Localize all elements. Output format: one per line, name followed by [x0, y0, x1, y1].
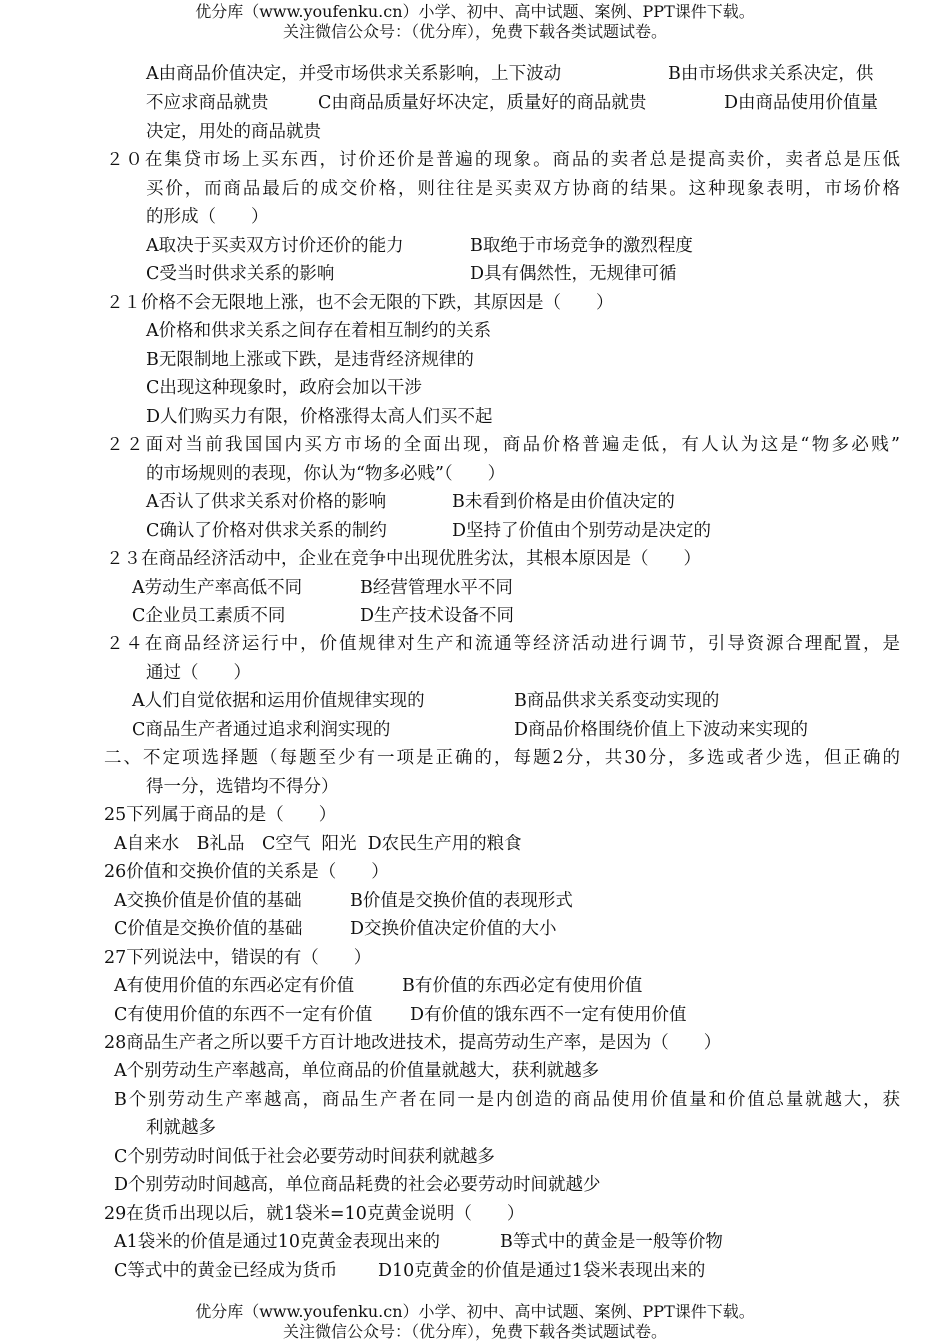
q20-stem-line-2: 买价，而商品最后的成交价格，则往往是买卖双方协商的结果。这种现象表明，市场价格: [146, 179, 900, 199]
q23-stem: ２３在商品经济活动中，企业在竞争中出现优胜劣汰，其根本原因是（ ）: [106, 549, 701, 569]
header-line-2: 关注微信公众号：（优分库），免费下载各类试题试卷。: [282, 22, 667, 41]
q27-option-b: B有价值的东西必定有使用价值: [402, 976, 643, 996]
q26-option-c: C价值是交换价值的基础: [114, 919, 303, 939]
q22-option-a: A否认了供求关系对价格的影响: [146, 492, 387, 512]
q22-stem-line-1: ２２面对当前我国国内买方市场的全面出现，商品价格普遍走低，有人认为这是“物多必贱”: [106, 435, 900, 455]
q28-option-c: C个别劳动时间低于社会必要劳动时间获利就越多: [114, 1147, 495, 1167]
q26-option-a: A交换价值是价值的基础: [114, 891, 302, 911]
q19-option-c: C由商品质量好坏决定，质量好的商品就贵: [318, 93, 647, 113]
q24-option-b: B商品供求关系变动实现的: [514, 691, 720, 711]
q28-stem: 28商品生产者之所以要千方百计地改进技术，提高劳动生产率，是因为（ ）: [104, 1033, 722, 1053]
q19-option-b-cont: 不应求商品就贵: [146, 93, 269, 113]
q23-option-c: C企业员工素质不同: [132, 606, 286, 626]
q21-option-a: A价格和供求关系之间存在着相互制约的关系: [146, 321, 492, 341]
q24-option-c: C商品生产者通过追求利润实现的: [132, 720, 391, 740]
q23-option-d: D生产技术设备不同: [360, 606, 515, 626]
q29-stem: 29在货币出现以后，就1袋米=10克黄金说明（ ）: [104, 1204, 525, 1224]
q28-option-d: D个别劳动时间越高，单位商品耗费的社会必要劳动时间就越少: [114, 1175, 601, 1195]
q24-stem-line-2: 通过（ ）: [146, 663, 251, 683]
q24-option-a: A人们自觉依据和运用价值规律实现的: [132, 691, 425, 711]
q20-option-c: C受当时供求关系的影响: [146, 264, 335, 284]
q28-option-b-line-1: B个别劳动生产率越高，商品生产者在同一是内创造的商品使用价值量和价值总量就越大，获: [114, 1090, 900, 1110]
q24-stem-line-1: ２４在商品经济运行中，价值规律对生产和流通等经济活动进行调节，引导资源合理配置，是: [106, 634, 900, 654]
page-footer: [0, 1302, 950, 1342]
q23-option-a: A劳动生产率高低不同: [132, 578, 303, 598]
footer-line-1: 优分库（www.youfenku.cn）小学、初中、高中试题、案例、PPT课件下载。: [195, 1302, 755, 1321]
section2-title-line-2: 得一分，选错均不得分）: [146, 777, 339, 797]
q29-option-a: A1袋米的价值是通过10克黄金表现出来的: [114, 1232, 441, 1252]
q22-option-b: B未看到价格是由价值决定的: [452, 492, 675, 512]
q20-stem-line-3: 的形成（ ）: [146, 207, 269, 227]
page-header: [0, 2, 950, 42]
q20-option-d: D具有偶然性，无规律可循: [470, 264, 677, 284]
section2-title-line-1: 二、不定项选择题（每题至少有一项是正确的，每题2分，共30分，多选或者少选，但正确的: [104, 748, 900, 768]
q29-option-d: D10克黄金的价值是通过1袋米表现出来的: [378, 1261, 706, 1281]
q19-option-d: D由商品使用价值量: [724, 93, 879, 113]
q28-option-a: A个别劳动生产率越高，单位商品的价值量就越大，获利就越多: [114, 1061, 600, 1081]
q22-option-d: D坚持了价值由个别劳动是决定的: [452, 521, 712, 541]
q19-option-b: B由市场供求关系决定，供: [668, 64, 874, 84]
q27-option-c: C有使用价值的东西不一定有价值: [114, 1005, 373, 1025]
q19-option-a: A由商品价值决定，并受市场供求关系影响，上下波动: [146, 64, 562, 84]
q26-option-d: D交换价值决定价值的大小: [350, 919, 557, 939]
q24-option-d: D商品价格围绕价值上下波动来实现的: [514, 720, 809, 740]
q21-option-c: C出现这种现象时，政府会加以干涉: [146, 378, 422, 398]
q26-option-b: B价值是交换价值的表现形式: [350, 891, 573, 911]
q20-stem-line-1: ２０在集贷市场上买东西，讨价还价是普遍的现象。商品的卖者总是提高卖价，卖者总是压低: [106, 150, 900, 170]
header-line-1: 优分库（www.youfenku.cn）小学、初中、高中试题、案例、PPT课件下载。: [195, 2, 755, 21]
q22-option-c: C确认了价格对供求关系的制约: [146, 521, 387, 541]
q25-stem: 25下列属于商品的是（ ）: [104, 805, 337, 825]
footer-line-2: 关注微信公众号：（优分库），免费下载各类试题试卷。: [282, 1322, 667, 1341]
q21-option-b: B无限制地上涨或下跌，是违背经济规律的: [146, 350, 474, 370]
q29-option-c: C等式中的黄金已经成为货币: [114, 1261, 338, 1281]
q21-stem: ２１价格不会无限地上涨，也不会无限的下跌，其原因是（ ）: [106, 293, 614, 313]
q26-stem: 26价值和交换价值的关系是（ ）: [104, 862, 389, 882]
q28-option-b-line-2: 利就越多: [146, 1118, 216, 1138]
q20-option-b: B取绝于市场竞争的激烈程度: [470, 236, 693, 256]
q21-option-d: D人们购买力有限，价格涨得太高人们买不起: [146, 407, 493, 427]
q19-option-d-cont: 决定，用处的商品就贵: [146, 122, 321, 142]
q22-stem-line-2: 的市场规则的表现，你认为“物多必贱”（ ）: [146, 464, 506, 484]
q29-option-b: B等式中的黄金是一般等价物: [500, 1232, 723, 1252]
q20-option-a: A取决于买卖双方讨价还价的能力: [146, 236, 404, 256]
q23-option-b: B经营管理水平不同: [360, 578, 513, 598]
q27-stem: 27下列说法中，错误的有（ ）: [104, 948, 372, 968]
q27-option-d: D有价值的饿东西不一定有使用价值: [410, 1005, 687, 1025]
q27-option-a: A有使用价值的东西必定有价值: [114, 976, 355, 996]
q25-options: A自来水 B礼品 C空气 阳光 D农民生产用的粮食: [114, 834, 522, 854]
